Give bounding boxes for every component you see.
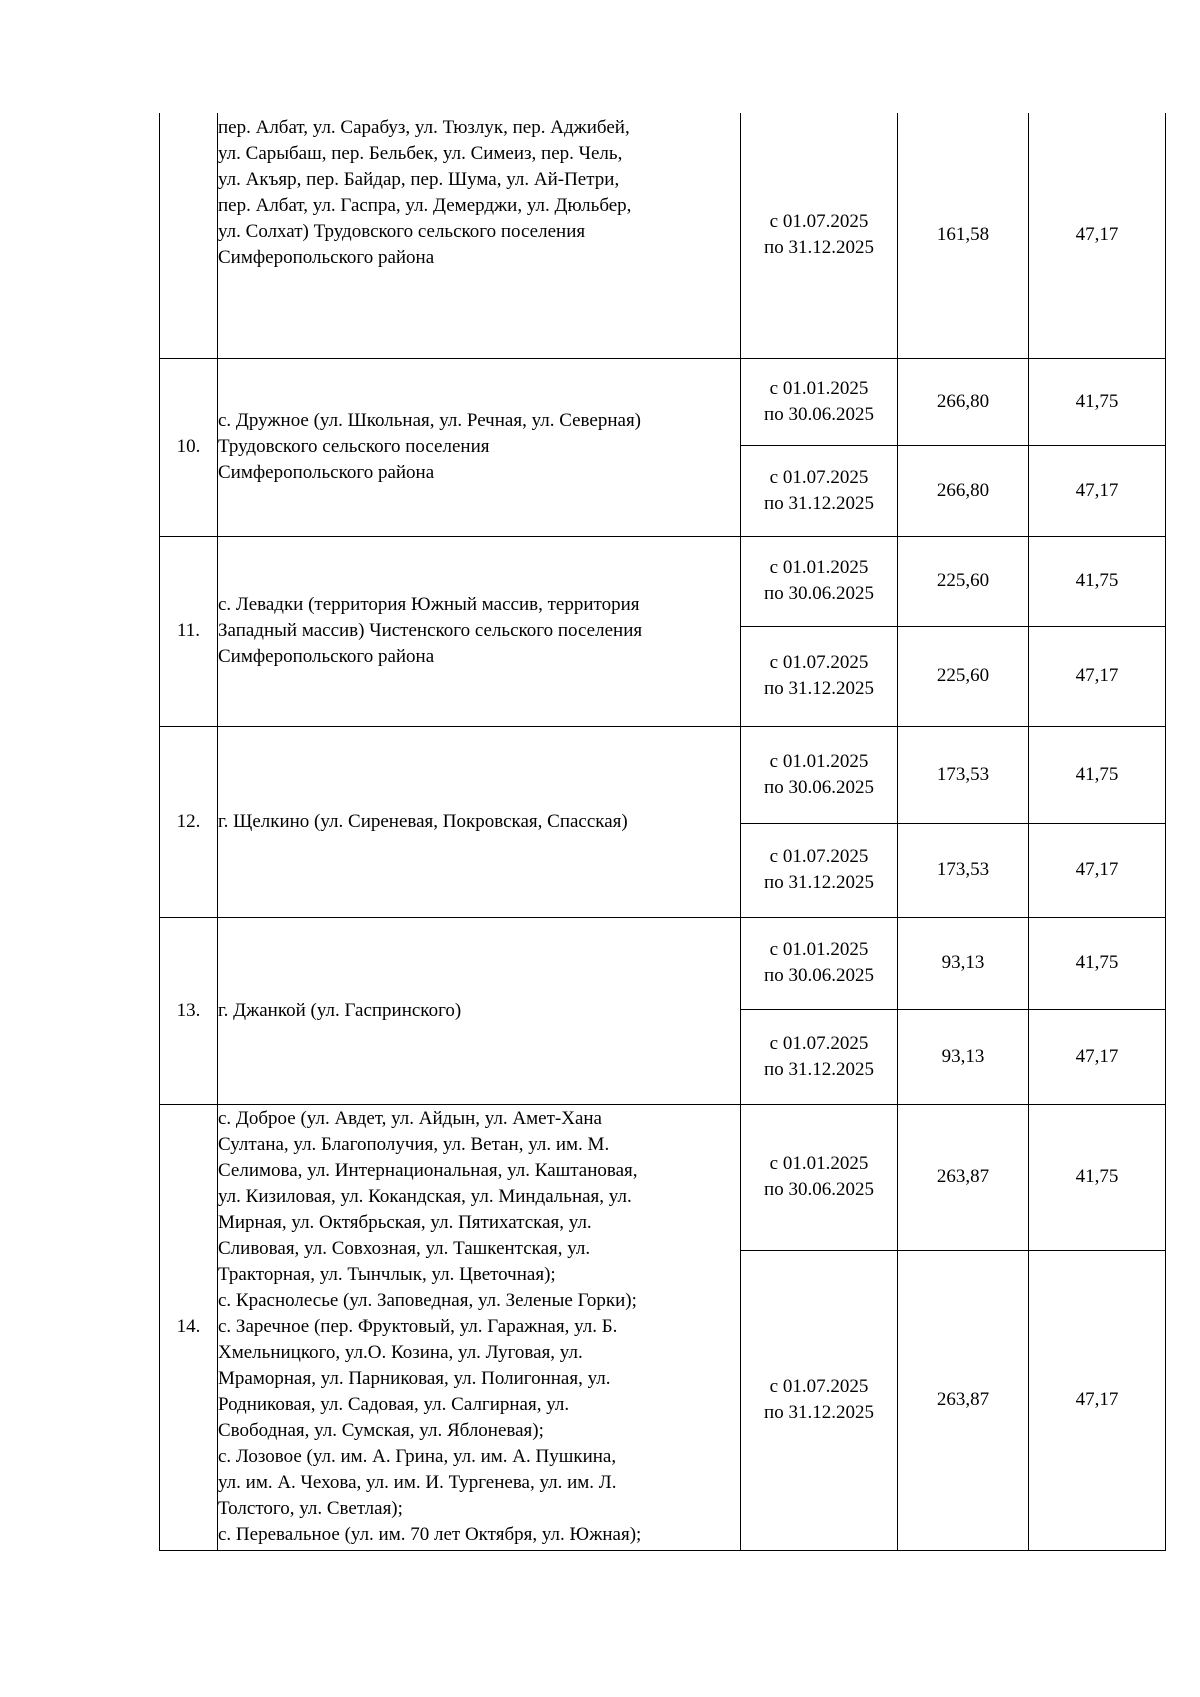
description-line: г. Джанкой (ул. Гаспринского) <box>218 999 462 1021</box>
description-line: Селимова, ул. Интернациональная, ул. Каштановая, <box>218 1160 638 1181</box>
description-line: ул. им. А. Чехова, ул. им. И. Тургенева, ул. им. Л. <box>218 1472 617 1493</box>
description-line: Свободная, ул. Сумская, ул. Яблоневая); <box>218 1420 544 1441</box>
period-from: с 01.07.2025 <box>769 1376 869 1397</box>
tariff-value: 47,17 <box>1029 113 1166 358</box>
period-cell <box>741 626 898 726</box>
period-to: по 31.12.2025 <box>764 237 874 259</box>
description-line: Трудовского сельского поселения <box>218 436 490 457</box>
settlement-description <box>218 358 741 536</box>
description-line: г. Щелкино (ул. Сиреневая, Покровская, Спасская) <box>218 810 628 832</box>
period-to: по 31.12.2025 <box>764 678 874 699</box>
tariff-value: 47,17 <box>1029 445 1166 536</box>
period-cell <box>741 445 898 536</box>
description-line: Толстого, ул. Светлая); <box>218 1498 403 1519</box>
description-line: Симферопольского района <box>218 247 435 268</box>
description-line: Сливовая, ул. Совхозная, ул. Ташкентская, ул. <box>218 1238 591 1259</box>
description-line: с. Доброе (ул. Авдет, ул. Айдын, ул. Амет-Хана <box>218 1108 602 1129</box>
description-line: пер. Албат, ул. Гаспра, ул. Демерджи, ул. Дюльбер, <box>218 195 632 216</box>
description-line: с. Левадки (территория Южный массив, территория <box>218 594 640 615</box>
description-line: Хмельницкого, ул.О. Козина, ул. Луговая, ул. <box>218 1342 583 1363</box>
tariff-table <box>159 113 1166 1551</box>
row-number: 11. <box>160 536 218 726</box>
tariff-value: 173,53 <box>898 823 1029 917</box>
settlement-description <box>218 1104 741 1550</box>
period-from: с 01.01.2025 <box>769 1153 869 1174</box>
description-line: Симферопольского района <box>218 462 435 483</box>
period-cell <box>741 823 898 917</box>
description-line: ул. Сарыбаш, пер. Бельбек, ул. Симеиз, пер. Чель, <box>218 143 623 164</box>
period-from: с 01.07.2025 <box>769 211 869 233</box>
period-to: по 31.12.2025 <box>764 1058 874 1080</box>
settlement-description <box>218 917 741 1104</box>
tariff-value: 263,87 <box>898 1250 1029 1550</box>
period-to: по 30.06.2025 <box>764 776 874 798</box>
period-to: по 30.06.2025 <box>764 583 874 604</box>
tariff-value: 161,58 <box>898 113 1029 358</box>
table-row <box>160 917 1166 1009</box>
tariff-value: 41,75 <box>1029 726 1166 823</box>
table-row <box>160 358 1166 445</box>
period-to: по 31.12.2025 <box>764 492 874 514</box>
tariff-value: 173,53 <box>898 726 1029 823</box>
description-line: с. Перевальное (ул. им. 70 лет Октября, ул. Южная); <box>218 1524 642 1545</box>
settlement-description <box>218 113 741 358</box>
tariff-value: 47,17 <box>1029 823 1166 917</box>
period-cell <box>741 1250 898 1550</box>
tariff-value: 47,17 <box>1029 1009 1166 1104</box>
period-to: по 31.12.2025 <box>764 1402 874 1423</box>
period-cell <box>741 113 898 358</box>
period-cell <box>741 917 898 1009</box>
period-to: по 30.06.2025 <box>764 965 874 986</box>
period-from: с 01.07.2025 <box>769 652 869 673</box>
period-from: с 01.07.2025 <box>769 466 869 488</box>
table-row <box>160 726 1166 823</box>
period-cell <box>741 1009 898 1104</box>
description-line: Западный массив) Чистенского сельского поселения <box>218 620 643 641</box>
tariff-value: 47,17 <box>1029 1250 1166 1550</box>
description-line: Тракторная, ул. Тынчлык, ул. Цветочная); <box>218 1264 556 1285</box>
period-from: с 01.01.2025 <box>769 557 869 578</box>
settlement-description <box>218 726 741 917</box>
period-from: с 01.01.2025 <box>769 377 869 399</box>
tariff-value: 263,87 <box>898 1104 1029 1250</box>
description-line: Родниковая, ул. Садовая, ул. Салгирная, ул. <box>218 1394 570 1415</box>
tariff-value: 93,13 <box>898 1009 1029 1104</box>
tariff-value: 41,75 <box>1029 917 1166 1009</box>
period-from: с 01.01.2025 <box>769 750 869 772</box>
row-number: 13. <box>160 917 218 1104</box>
period-to: по 31.12.2025 <box>764 872 874 893</box>
description-line: с. Дружное (ул. Школьная, ул. Речная, ул. Северная) <box>218 410 642 431</box>
description-line: Мраморная, ул. Парниковая, ул. Полигонная, ул. <box>218 1368 611 1389</box>
table-row <box>160 113 1166 358</box>
settlement-description <box>218 536 741 726</box>
description-line: Султана, ул. Благополучия, ул. Ветан, ул. им. М. <box>218 1134 610 1155</box>
description-line: пер. Албат, ул. Сарабуз, ул. Тюзлук, пер. Аджибей, <box>218 117 630 138</box>
description-line: ул. Солхат) Трудовского сельского поселения <box>218 221 586 242</box>
row-number: 10. <box>160 358 218 536</box>
period-cell <box>741 1104 898 1250</box>
description-line: с. Краснолесье (ул. Заповедная, ул. Зеленые Горки); <box>218 1290 637 1311</box>
period-from: с 01.01.2025 <box>769 939 869 960</box>
table-row <box>160 1104 1166 1250</box>
period-to: по 30.06.2025 <box>764 403 874 425</box>
row-number <box>160 113 218 358</box>
description-line: с. Заречное (пер. Фруктовый, ул. Гаражная, ул. Б. <box>218 1316 618 1337</box>
period-to: по 30.06.2025 <box>764 1179 874 1200</box>
description-line: с. Лозовое (ул. им. А. Грина, ул. им. А. Пушкина, <box>218 1446 617 1467</box>
tariff-value: 47,17 <box>1029 626 1166 726</box>
tariff-value: 93,13 <box>898 917 1029 1009</box>
table-row <box>160 536 1166 626</box>
description-line: ул. Кизиловая, ул. Кокандская, ул. Миндальная, ул. <box>218 1186 632 1207</box>
description-line: Симферопольского района <box>218 646 435 667</box>
tariff-value: 266,80 <box>898 445 1029 536</box>
row-number: 14. <box>160 1104 218 1550</box>
period-from: с 01.07.2025 <box>769 846 869 867</box>
row-number: 12. <box>160 726 218 917</box>
tariff-value: 225,60 <box>898 626 1029 726</box>
tariff-value: 266,80 <box>898 358 1029 445</box>
period-cell <box>741 358 898 445</box>
period-from: с 01.07.2025 <box>769 1032 869 1054</box>
period-cell <box>741 536 898 626</box>
description-line: Мирная, ул. Октябрьская, ул. Пятихатская, ул. <box>218 1212 592 1233</box>
period-cell <box>741 726 898 823</box>
tariff-value: 225,60 <box>898 536 1029 626</box>
tariff-value: 41,75 <box>1029 358 1166 445</box>
tariff-value: 41,75 <box>1029 1104 1166 1250</box>
tariff-value: 41,75 <box>1029 536 1166 626</box>
description-line: ул. Акъяр, пер. Байдар, пер. Шума, ул. Ай-Петри, <box>218 169 620 190</box>
